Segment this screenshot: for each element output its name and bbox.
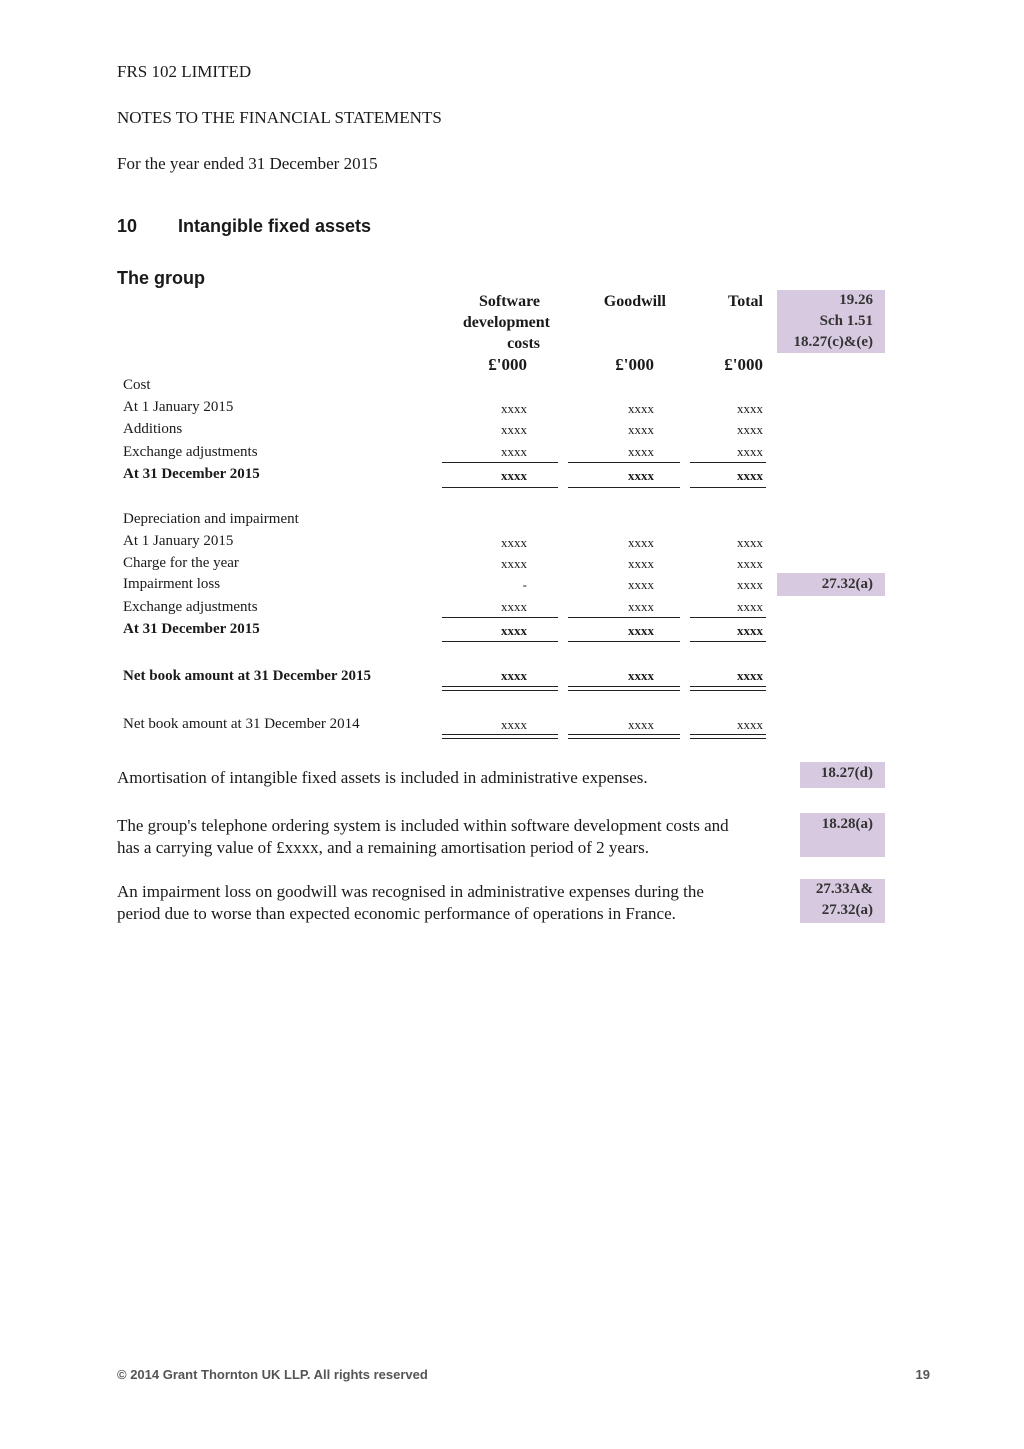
section-subtitle: The group: [117, 268, 205, 288]
unit-goodwill: £'000: [615, 355, 654, 374]
cost-row-label: Additions: [123, 421, 183, 437]
footer-copyright: © 2014 Grant Thornton UK LLP. All rights reserved: [117, 1367, 428, 1382]
cost-row-goodwill: xxxx: [628, 444, 654, 459]
nbv-2014-label: Net book amount at 31 December 2014: [123, 716, 360, 732]
section-number: 10: [117, 216, 138, 236]
cost-row-software: xxxx: [501, 422, 527, 437]
dep-row-total: xxxx: [737, 599, 763, 614]
dep-total-label: At 31 December 2015: [123, 621, 260, 637]
ref-header-3: 18.27(c)&(e): [793, 334, 873, 350]
rule-line: [690, 641, 766, 642]
col-total: Total: [728, 293, 763, 310]
double-rule: [568, 686, 680, 691]
impairment-paragraph-line1: An impairment loss on goodwill was recognised in administrative expenses during the: [117, 882, 704, 901]
ref-goodwill-line1: 27.33A&: [815, 881, 873, 897]
cost-total-goodwill: xxxx: [628, 468, 654, 483]
cost-row-label: Exchange adjustments: [123, 444, 258, 460]
nbv-2014-total: xxxx: [737, 717, 763, 732]
dep-row-total: xxxx: [737, 577, 763, 592]
nbv-2015-goodwill: xxxx: [628, 668, 654, 683]
rule-line: [442, 641, 558, 642]
dep-row-label: Impairment loss: [123, 576, 221, 592]
cost-row-software: xxxx: [501, 444, 527, 459]
dep-row-label: Exchange adjustments: [123, 599, 258, 615]
cost-total-label: At 31 December 2015: [123, 466, 260, 482]
cost-total-total: xxxx: [737, 468, 763, 483]
ref-goodwill-line2: 27.32(a): [821, 902, 873, 918]
ref-header-2: Sch 1.51: [819, 313, 873, 329]
double-rule: [690, 686, 766, 691]
rule-line: [568, 462, 680, 463]
double-rule: [568, 734, 680, 739]
rule-line: [442, 487, 558, 488]
dep-row-label: At 1 January 2015: [123, 533, 234, 549]
rule-line: [568, 487, 680, 488]
double-rule: [442, 686, 558, 691]
unit-software: £'000: [488, 355, 527, 374]
nbv-2014-software: xxxx: [501, 717, 527, 732]
double-rule: [442, 734, 558, 739]
telephone-paragraph-line2: has a carrying value of £xxxx, and a remaining amortisation period of 2 years.: [117, 838, 650, 857]
telephone-paragraph-line1: The group's telephone ordering system is included within software development costs and: [117, 816, 729, 835]
dep-total-goodwill: xxxx: [628, 623, 654, 638]
double-rule: [690, 734, 766, 739]
dep-row-software: xxxx: [501, 599, 527, 614]
col-software-line3: costs: [507, 335, 540, 352]
cost-row-label: At 1 January 2015: [123, 399, 234, 415]
ref-amortisation: 18.27(d): [800, 762, 885, 788]
cost-row-goodwill: xxxx: [628, 401, 654, 416]
page-number: 19: [915, 1367, 930, 1382]
dep-row-goodwill: xxxx: [628, 535, 654, 550]
ref-header-1: 19.26: [839, 292, 873, 308]
nbv-2015-total: xxxx: [737, 668, 763, 683]
col-goodwill: Goodwill: [603, 293, 666, 310]
period-text: For the year ended 31 December 2015: [117, 154, 378, 173]
dep-row-goodwill: xxxx: [628, 556, 654, 571]
dep-row-goodwill: xxxx: [628, 599, 654, 614]
ref-telephone: [800, 813, 885, 857]
rule-line: [690, 487, 766, 488]
rule-line: [690, 462, 766, 463]
ref-goodwill-impairment: [800, 879, 885, 923]
dep-row-software: xxxx: [501, 535, 527, 550]
rule-line: [568, 617, 680, 618]
nbv-2015-software: xxxx: [501, 668, 527, 683]
dep-row-total: xxxx: [737, 556, 763, 571]
cost-row-total: xxxx: [737, 444, 763, 459]
ref-telephone-text: 18.28(a): [821, 816, 873, 832]
impairment-paragraph-line2: period due to worse than expected economic performance of operations in France.: [117, 904, 676, 923]
company-name: FRS 102 LIMITED: [117, 62, 252, 81]
dep-row-total: xxxx: [737, 535, 763, 550]
cost-total-software: xxxx: [501, 468, 527, 483]
rule-line: [442, 617, 558, 618]
dep-row-software: xxxx: [501, 556, 527, 571]
cost-row-software: xxxx: [501, 401, 527, 416]
ref-impairment: 27.32(a): [777, 573, 885, 596]
notes-title: NOTES TO THE FINANCIAL STATEMENTS: [117, 108, 442, 127]
cost-row-goodwill: xxxx: [628, 422, 654, 437]
dep-row-goodwill: xxxx: [628, 577, 654, 592]
rule-line: [568, 641, 680, 642]
dep-row-software: -: [522, 577, 527, 592]
rule-line: [690, 617, 766, 618]
unit-total: £'000: [724, 355, 763, 374]
cost-row-total: xxxx: [737, 422, 763, 437]
nbv-2014-goodwill: xxxx: [628, 717, 654, 732]
cost-row-total: xxxx: [737, 401, 763, 416]
col-software-line1: Software: [478, 293, 540, 310]
nbv-2015-label: Net book amount at 31 December 2015: [123, 668, 372, 684]
amortisation-paragraph: Amortisation of intangible fixed assets is included in administrative expenses.: [117, 768, 648, 787]
dep-heading: Depreciation and impairment: [123, 511, 299, 527]
dep-total-total: xxxx: [737, 623, 763, 638]
rule-line: [442, 462, 558, 463]
ref-box-header: [777, 290, 885, 353]
section-title: Intangible fixed assets: [178, 216, 372, 236]
dep-row-label: Charge for the year: [123, 555, 239, 571]
cost-heading: Cost: [123, 377, 151, 393]
dep-total-software: xxxx: [501, 623, 527, 638]
col-software-line2: development: [462, 314, 550, 331]
